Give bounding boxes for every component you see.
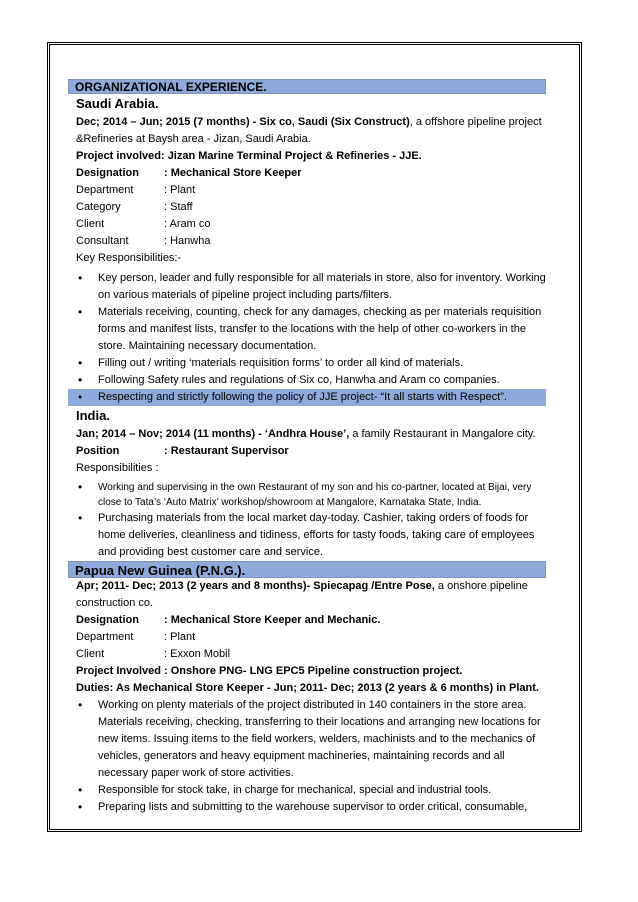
field-row-consultant — [68, 233, 546, 250]
resume-content — [68, 79, 546, 816]
field-value: : Hanwha — [164, 235, 211, 247]
designation-row — [68, 165, 546, 182]
field-label: Category — [76, 201, 121, 213]
field-row-category — [68, 199, 546, 216]
section-heading-organizational-experience: ORGANIZATIONAL EXPERIENCE. — [68, 79, 546, 94]
field-value: : Plant — [164, 184, 196, 196]
section-heading-papua-new-guinea: Papua New Guinea (P.N.G.). — [68, 561, 546, 578]
list-item: • Key person, leader and fully responsible for all materials in store, also for inventory. Working on various materials of pipeline project including parts/filters. — [68, 270, 546, 304]
employment-location: &Refineries at Baysh area - Jizan, Saudi Arabia. — [76, 133, 311, 145]
designation-label: Designation — [76, 167, 139, 179]
field-label: Department — [76, 184, 134, 196]
field-label: Client — [76, 648, 105, 660]
responsibilities-label: Responsibilities : — [76, 462, 159, 474]
list-item: • Following Safety rules and regulations of Six co, Hanwha and Aram co companies. — [68, 372, 546, 389]
dates-bold: Apr; 2011- Dec; 2013 (2 years and 8 months)- Spiecapag /Entre Pose, — [76, 580, 435, 592]
designation-row — [68, 612, 546, 629]
responsibilities-list-saudi — [68, 270, 546, 406]
field-row-department — [68, 629, 546, 646]
responsibilities-label: Key Responsibilities:- — [76, 252, 182, 264]
duties-heading: Duties: As Mechanical Store Keeper - Jun; 2011- Dec; 2013 (2 years & 6 months) in Plant. — [76, 682, 539, 694]
field-label: Client — [76, 218, 105, 230]
dates-rest: , a offshore pipeline project — [409, 116, 542, 128]
dates-rest: a family Restaurant in Mangalore city. — [349, 428, 536, 440]
list-item: • Responsible for stock take, in charge for mechanical, special and industrial tools. — [68, 782, 546, 799]
list-item: • Materials receiving, counting, check for any damages, checking as per materials requisition forms and manifest lists, transfer to the locations with the help of other co-workers in the store. Maintaining necessary documentation. — [68, 304, 546, 355]
project-involved: Project Involved : Onshore PNG- LNG EPC5 Pipeline construction project. — [76, 665, 463, 677]
field-row-client — [68, 646, 546, 663]
list-item: • Working and supervising in the own Restaurant of my son and his co-partner, located at Bijai, very close to Tata’s ‘Auto Matrix’ workshop/showroom at Mangalore, Karnataka State, India. — [68, 480, 546, 510]
field-value: : Exxon Mobil — [164, 648, 231, 660]
designation-value: : Mechanical Store Keeper and Mechanic. — [164, 614, 381, 626]
position-label: Position — [76, 445, 120, 457]
designation-value: : Mechanical Store Keeper — [164, 167, 302, 179]
field-value: : Plant — [164, 631, 196, 643]
country-saudi-arabia: Saudi Arabia. — [76, 96, 159, 111]
project-involved: Project involved: Jizan Marine Terminal Project & Refineries - JJE. — [76, 150, 422, 162]
field-value: : Staff — [164, 201, 193, 213]
employment-company-type: construction co. — [76, 597, 154, 609]
designation-label: Designation — [76, 614, 139, 626]
dates-rest: a onshore pipeline — [434, 580, 528, 592]
list-item: • Purchasing materials from the local market day-today. Cashier, taking orders of foods for home deliveries, cleanliness and tidiness, efforts for tasty foods, taking care of employees and providing best customer care and service. — [68, 510, 546, 561]
list-item: • Working on plenty materials of the project distributed in 140 containers in the store area. Materials receiving, checking, transferring to their locations and arranging new locations for new items. Issuing items to the field workers, welders, machinists and to the mechanics of vehicles, generators and heavy equipment machineries, maintaining records and all necessary paper work of store activities. — [68, 697, 546, 782]
dates-bold: Dec; 2014 – Jun; 2015 (7 months) - Six co, Saudi (Six Construct) — [76, 116, 410, 128]
employment-dates-saudi — [68, 114, 546, 131]
field-label: Department — [76, 631, 134, 643]
responsibilities-list-png — [68, 697, 546, 816]
employment-dates-india — [68, 426, 546, 443]
list-item: • Preparing lists and submitting to the warehouse supervisor to order critical, consumable, — [68, 799, 546, 816]
dates-bold: Jan; 2014 – Nov; 2014 (11 months) - ‘Andhra House’, — [76, 428, 350, 440]
field-row-department — [68, 182, 546, 199]
field-label: Consultant — [76, 235, 129, 247]
field-value: : Aram co — [164, 218, 211, 230]
position-row — [68, 443, 546, 460]
list-item: • Filling out / writing ‘materials requisition forms’ to order all kind of materials. — [68, 355, 546, 372]
responsibilities-list-india — [68, 480, 546, 561]
field-row-client — [68, 216, 546, 233]
position-value: : Restaurant Supervisor — [164, 445, 289, 457]
list-item: • Respecting and strictly following the policy of JJE project- “It all starts with Respect”. — [68, 389, 546, 406]
employment-dates-png — [68, 578, 546, 595]
country-india: India. — [76, 408, 110, 423]
